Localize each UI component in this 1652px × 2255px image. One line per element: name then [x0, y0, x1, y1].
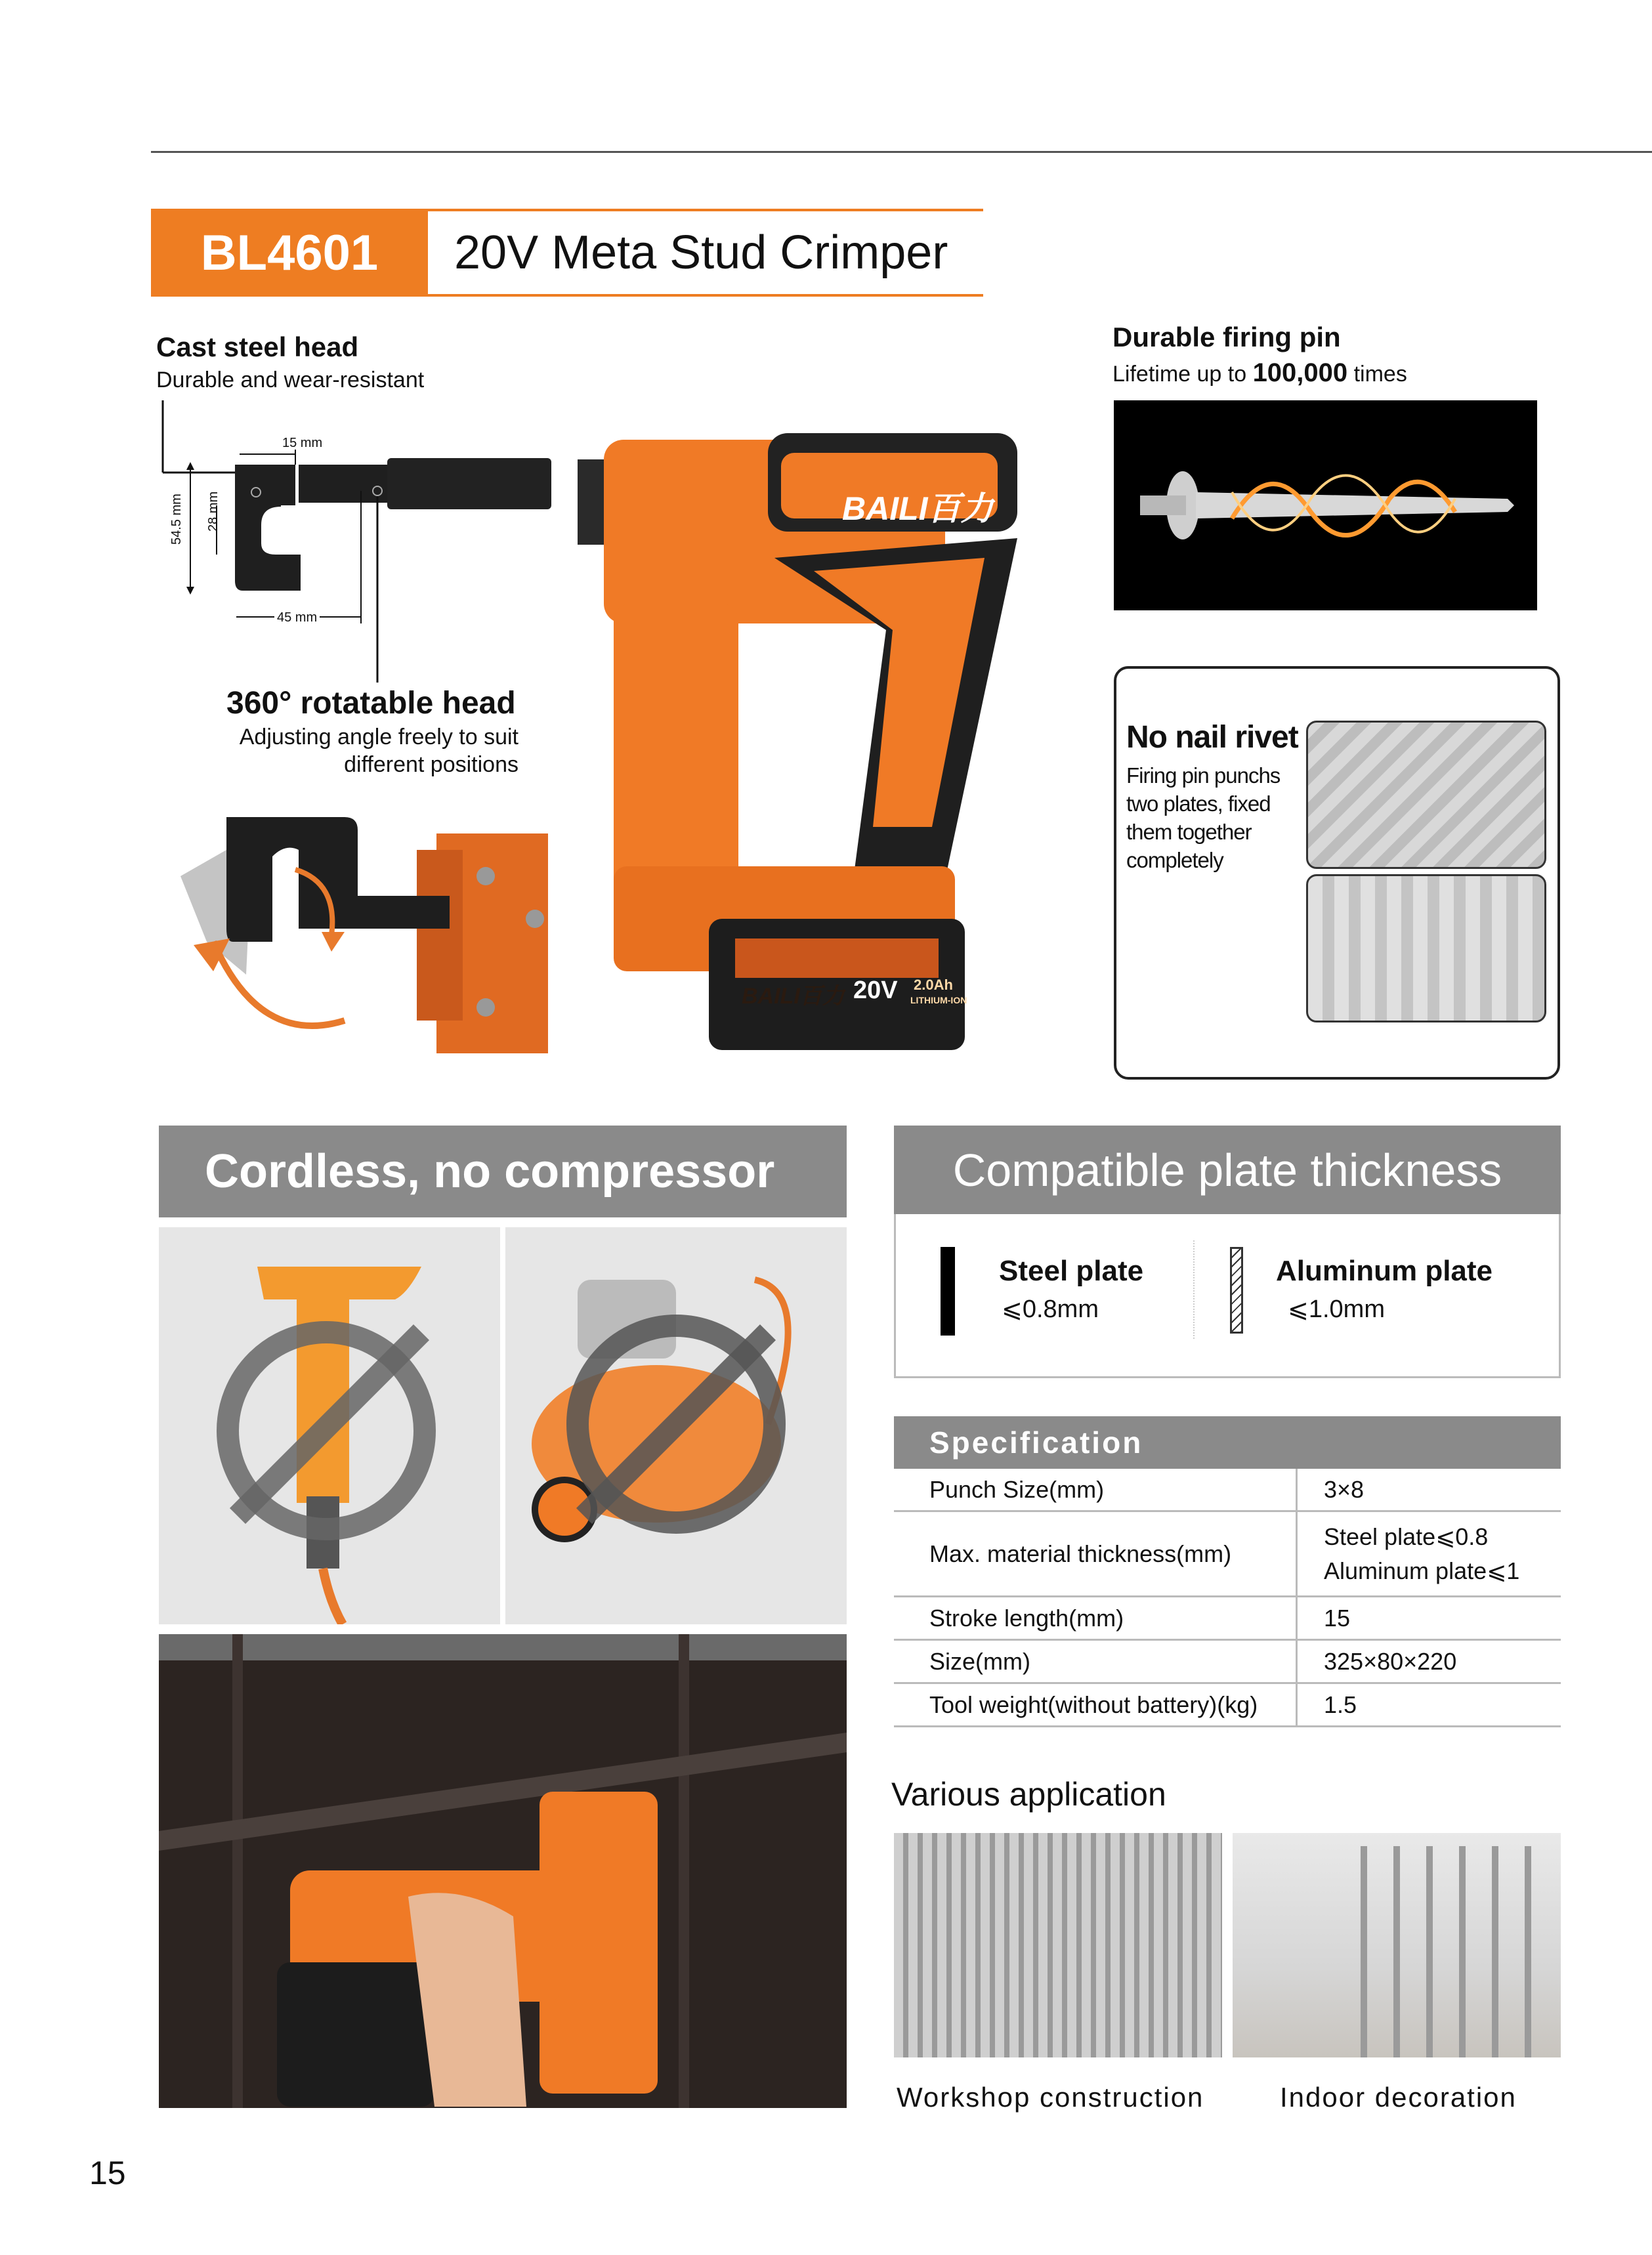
- compatible-panel: [894, 1214, 1561, 1378]
- compatible-heading: [894, 1126, 1561, 1214]
- workshop-photo: [894, 1833, 1222, 2057]
- spec-name: Size(mm): [929, 1647, 1030, 1675]
- cordless-heading-text: Cordless, no compressor: [205, 1145, 775, 1198]
- spec-heading: [894, 1416, 1561, 1469]
- aluminum-plate-value: ⩽1.0mm: [1288, 1296, 1385, 1323]
- firing-pin-subtitle: [1112, 358, 1407, 388]
- spec-value-text-2: Aluminum plate⩽1: [1324, 1557, 1520, 1584]
- spec-row: [894, 1512, 1561, 1597]
- app-label-workshop: Workshop construction: [897, 2082, 1204, 2113]
- dim-inner-height: 28 mm: [206, 491, 221, 532]
- dim-top: 15 mm: [282, 436, 323, 450]
- aluminum-plate-symbol: [1230, 1247, 1243, 1334]
- firing-pin-value: 100,000: [1252, 358, 1348, 387]
- spec-value-text: 1.5: [1324, 1691, 1357, 1718]
- compatible-divider: [1193, 1240, 1196, 1339]
- rivet-joined-photo: [1306, 874, 1546, 1022]
- steel-plate-label: Steel plate: [999, 1255, 1144, 1287]
- page-number: 15: [89, 2155, 126, 2191]
- tool-illustration: [578, 407, 1103, 1057]
- model-code: BL4601: [151, 209, 428, 297]
- no-nail-rivet-line4: completely: [1126, 848, 1223, 872]
- spec-value-text: Steel plate⩽0.8: [1324, 1523, 1489, 1550]
- dim-width: 45 mm: [274, 610, 320, 625]
- spec-name: Stroke length(mm): [929, 1604, 1124, 1632]
- cast-steel-head-title: Cast steel head: [156, 331, 359, 362]
- firing-pin-title: Durable firing pin: [1112, 322, 1341, 352]
- rotatable-head-line2: different positions: [344, 752, 519, 777]
- spec-value-text: 15: [1324, 1604, 1351, 1632]
- top-rule: [151, 151, 1652, 153]
- battery-capacity: 2.0Ah: [914, 977, 953, 993]
- tool-brand: BAILI百力: [842, 490, 994, 527]
- dim-outer-height: 54.5 mm: [169, 494, 184, 545]
- steel-plate-value: ⩽0.8mm: [1002, 1296, 1099, 1323]
- battery-voltage: 20V: [853, 977, 898, 1004]
- no-compressor-image: [505, 1227, 847, 1624]
- no-nail-rivet-line1: Firing pin punchs: [1126, 763, 1281, 788]
- rivet-closeup-photo: [1306, 721, 1546, 869]
- cast-steel-head-subtitle: Durable and wear-resistant: [156, 368, 425, 392]
- spec-value-text: 325×80×220: [1324, 1647, 1457, 1675]
- spec-name: Tool weight(without battery)(kg): [929, 1691, 1258, 1718]
- spec-row: [894, 1641, 1561, 1684]
- spec-name: Punch Size(mm): [929, 1475, 1105, 1503]
- cordless-heading: [159, 1126, 847, 1217]
- no-air-hose-image: [159, 1227, 500, 1624]
- spec-value: [1296, 1597, 1350, 1639]
- indoor-photo: [1233, 1833, 1561, 2057]
- product-title: [428, 209, 983, 297]
- app-label-indoor: Indoor decoration: [1280, 2082, 1517, 2113]
- spec-heading-text: Specification: [929, 1425, 1143, 1460]
- steel-plate-symbol: [941, 1247, 955, 1336]
- compatible-heading-text: Compatible plate thickness: [952, 1144, 1502, 1196]
- rotation-illustration: [167, 811, 548, 1053]
- in-use-photo: [159, 1634, 847, 2108]
- battery-brand: BAILI百力: [742, 984, 845, 1009]
- spec-value: [1296, 1684, 1357, 1725]
- product-title-text: 20V Meta Stud Crimper: [454, 226, 948, 279]
- no-nail-rivet-line2: two plates, fixed: [1126, 791, 1271, 816]
- spec-row: [894, 1469, 1561, 1512]
- no-nail-rivet-line3: them together: [1126, 820, 1252, 844]
- firing-pin-prefix: Lifetime up to: [1112, 362, 1253, 387]
- no-nail-rivet-text: [1126, 761, 1280, 874]
- spec-value: [1296, 1641, 1456, 1682]
- rotatable-head-line1: Adjusting angle freely to suit: [239, 725, 519, 749]
- head-dimension-diagram: [151, 394, 624, 696]
- no-nail-rivet-title: No nail rivet: [1126, 720, 1298, 755]
- spec-value-text: 3×8: [1324, 1475, 1365, 1503]
- spec-value: [1296, 1469, 1364, 1510]
- aluminum-plate-label: Aluminum plate: [1276, 1255, 1493, 1287]
- battery-type: LITHIUM-ION: [910, 995, 967, 1005]
- firing-pin-suffix: times: [1347, 362, 1407, 387]
- spec-row: [894, 1597, 1561, 1641]
- spec-value: [1296, 1512, 1519, 1595]
- rotatable-head-title: 360° rotatable head: [226, 686, 516, 721]
- spec-name: Max. material thickness(mm): [929, 1540, 1232, 1567]
- applications-heading: Various application: [891, 1776, 1166, 1813]
- spec-row: [894, 1684, 1561, 1727]
- firing-pin-photo: [1114, 400, 1537, 610]
